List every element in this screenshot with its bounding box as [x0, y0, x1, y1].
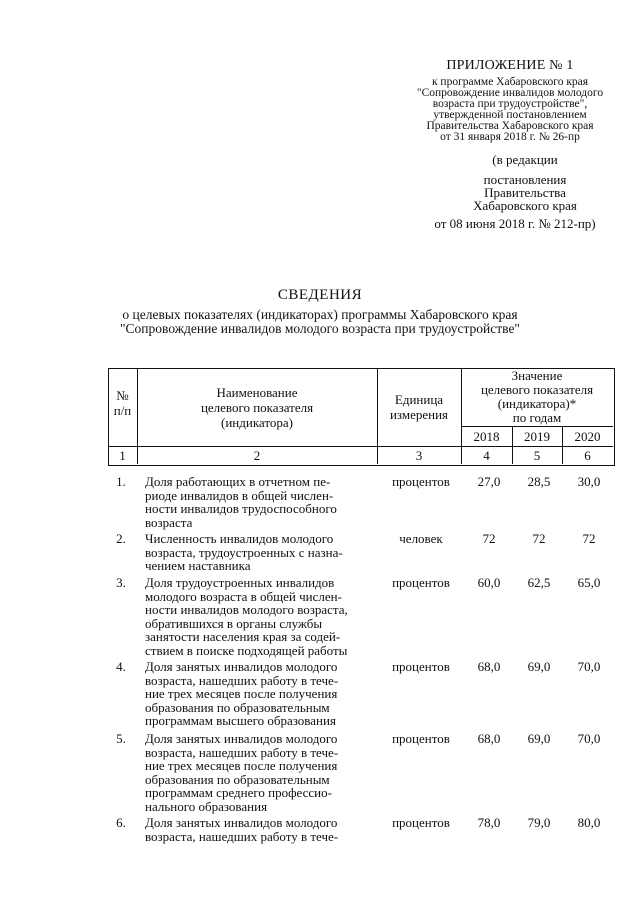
indicator-name-line: возраста, нашедших работу в тече-	[145, 672, 339, 688]
indicator-name-line: обратившихся в органы службы	[145, 615, 323, 631]
value-2018: 60,0	[477, 575, 501, 590]
document-title: СВЕДЕНИЯ	[277, 287, 363, 303]
indicator-name-line: чением наставника	[145, 558, 251, 573]
value-2018: 68,0	[477, 731, 501, 746]
indicator-name	[145, 732, 377, 813]
header-value-line: Значение	[511, 368, 563, 383]
edition-line: постановления	[483, 172, 567, 187]
indicator-unit: процентов	[392, 474, 450, 489]
indicator-name-line: молодого возраста в общей числен-	[145, 588, 342, 604]
value-2019: 62,5	[527, 575, 551, 590]
header-num-line: №	[116, 388, 129, 403]
header-name-line: Наименование	[216, 384, 298, 400]
indicator-name	[145, 816, 377, 843]
header-num	[108, 378, 137, 428]
value-2020: 72	[582, 531, 596, 546]
appendix-line: к программе Хабаровского края	[431, 76, 589, 88]
edition-line: (в редакции	[492, 152, 558, 167]
header-name	[137, 378, 377, 436]
header-name-line: (индикатора)	[221, 414, 293, 430]
indicator-name-line: Доля работающих в отчетном пе-	[145, 474, 331, 489]
indicator-name	[145, 532, 377, 573]
header-value-line: по годам	[512, 410, 562, 425]
row-number: 5.	[116, 731, 126, 746]
value-2020: 65,0	[577, 575, 601, 590]
value-2019: 72	[532, 531, 546, 546]
column-number: 3	[415, 448, 423, 463]
indicator-name-line: ние трех месяцев после получения	[145, 686, 338, 701]
indicator-name	[145, 660, 377, 728]
appendix-line: Правительства Хабаровского края	[426, 120, 594, 132]
value-2018: 72	[482, 531, 496, 546]
indicator-name-line: Доля занятых инвалидов молодого	[145, 731, 338, 746]
indicator-name-line: риоде инвалидов в общей числен-	[145, 487, 334, 503]
indicator-name-line: возраста	[145, 514, 193, 530]
row-number: 3.	[116, 575, 126, 590]
indicator-name-line: ние трех месяцев после получения	[145, 758, 338, 773]
column-number: 5	[533, 448, 541, 463]
indicator-unit: процентов	[392, 575, 450, 590]
document-subtitle: "Сопровождение инвалидов молодого возраста при трудоустройстве"	[120, 321, 520, 336]
value-2020: 80,0	[577, 815, 601, 830]
column-number: 4	[483, 448, 490, 463]
edition-line: Хабаровского края	[473, 198, 577, 213]
column-number: 1	[119, 448, 126, 463]
value-2018: 68,0	[477, 659, 501, 674]
appendix-title: ПРИЛОЖЕНИЕ № 1	[446, 58, 574, 73]
edition-line: Правительства	[484, 185, 566, 200]
row-number: 6.	[116, 815, 126, 830]
indicator-name-line: занятости населения края за содей-	[145, 629, 341, 644]
column-number: 6	[584, 448, 591, 463]
appendix-line: возраста при трудоустройстве",	[432, 98, 588, 110]
header-year: 2019	[524, 429, 550, 444]
indicator-name-line: Доля занятых инвалидов молодого	[145, 659, 338, 674]
header-year: 2020	[574, 429, 601, 444]
indicator-unit: процентов	[392, 659, 450, 674]
indicator-unit: процентов	[392, 815, 450, 830]
indicator-name-line: нального образования	[145, 798, 268, 814]
indicator-name	[145, 475, 377, 529]
value-2018: 78,0	[477, 815, 501, 830]
header-value-line: целевого показателя	[480, 382, 594, 397]
value-2019: 69,0	[527, 731, 551, 746]
edition-line: от 08 июня 2018 г. № 212-пр)	[434, 216, 596, 231]
appendix-line: от 31 января 2018 г. № 26-пр	[440, 131, 580, 143]
indicator-name	[145, 576, 377, 657]
value-2018: 27,0	[477, 474, 501, 489]
header-num-line: п/п	[113, 403, 132, 418]
indicator-unit: человек	[399, 531, 443, 546]
row-number: 2.	[116, 531, 126, 546]
indicator-name-line: возраста, нашедших работу в тече-	[145, 744, 339, 760]
indicator-unit: процентов	[392, 731, 450, 746]
row-number: 4.	[116, 659, 126, 674]
indicator-name-line: образования по образовательным	[145, 771, 330, 787]
header-unit-line: измерения	[389, 407, 449, 422]
header-name-line: целевого показателя	[200, 399, 314, 415]
value-2019: 28,5	[527, 474, 551, 489]
value-2020: 70,0	[577, 659, 601, 674]
header-value-line: (индикатора)*	[497, 396, 577, 411]
indicator-name-line: ности инвалидов молодого возраста,	[145, 602, 348, 617]
indicator-name-line: программам высшего образования	[145, 713, 336, 728]
value-2019: 69,0	[527, 659, 551, 674]
indicator-name-line: Доля трудоустроенных инвалидов	[145, 575, 335, 590]
indicator-name-line: возраста, трудоустроенных с назна-	[145, 544, 343, 560]
document-subtitle: о целевых показателях (индикаторах) программы Хабаровского края	[122, 307, 518, 322]
indicator-name-line: программам среднего профессио-	[145, 785, 332, 800]
value-2019: 79,0	[527, 815, 551, 830]
header-value	[461, 368, 613, 426]
indicator-name-line: возраста, нашедших работу в тече-	[145, 828, 339, 844]
indicator-name-line: ности инвалидов трудоспособного	[145, 501, 337, 516]
indicator-name-line: ствием в поиске подходящей работы	[145, 642, 348, 658]
header-unit	[377, 378, 461, 436]
appendix-line: "Сопровождение инвалидов молодого	[416, 87, 604, 99]
indicator-name-line: Доля занятых инвалидов молодого	[145, 815, 338, 830]
header-year: 2018	[473, 429, 500, 444]
value-2020: 70,0	[577, 731, 601, 746]
indicator-name-line: образования по образовательным	[145, 699, 330, 715]
header-unit-line: Единица	[394, 392, 444, 407]
appendix-line: утвержденной постановлением	[433, 109, 587, 121]
value-2020: 30,0	[577, 474, 601, 489]
row-number: 1.	[116, 474, 126, 489]
column-number: 2	[253, 448, 261, 463]
indicator-name-line: Численность инвалидов молодого	[145, 531, 334, 546]
